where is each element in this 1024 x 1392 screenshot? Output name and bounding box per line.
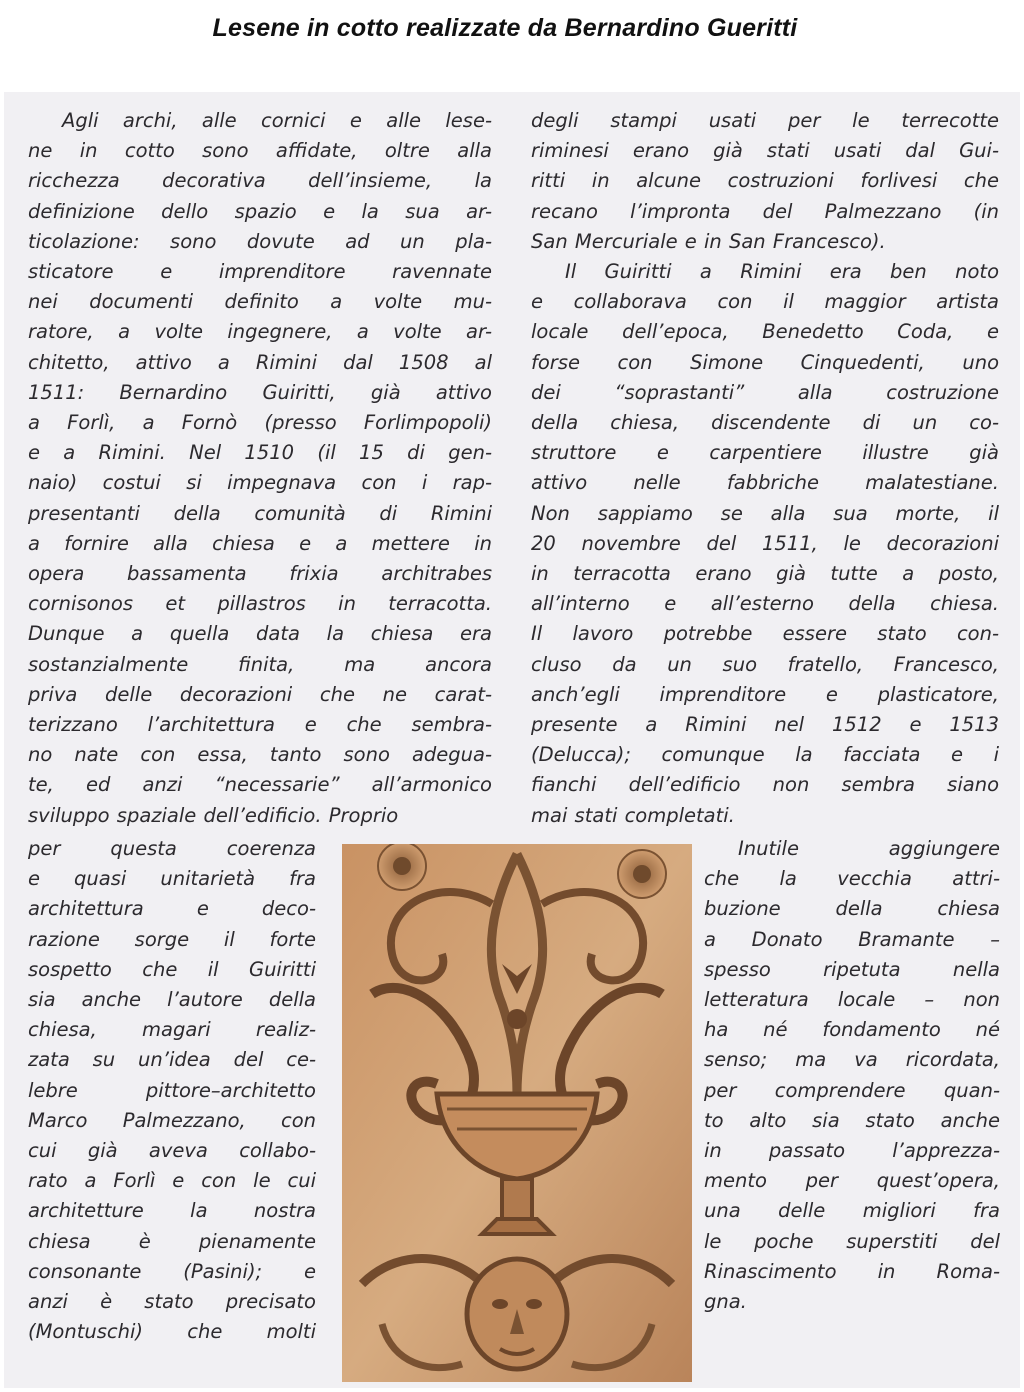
text-line: Rinascimento in Roma- [704,1259,1000,1283]
text-line: chitetto, attivo a Rimini dal 1508 al [28,350,492,374]
text-line: per questa coerenza [28,837,316,860]
text-line: all’interno e all’esterno della chiesa. [531,592,999,616]
text-line: 20 novembre del 1511, le decorazioni [531,531,999,555]
text-line: degli stampi usati per le terrecotte [531,109,999,132]
text-line: letteratura locale – non [704,988,1000,1012]
text-line: sticatore e imprenditore ravennate [28,260,492,284]
text-line: no nate con essa, tanto sono adegua- [28,743,492,767]
text-line: (Montuschi) che molti [28,1320,316,1344]
text-line: consonante (Pasini); e [28,1259,316,1283]
text-line: zata su un’idea del ce- [28,1048,316,1072]
text-line: a Forlì, a Fornò (presso Forlimpopoli) [28,411,492,435]
text-line: e a Rimini. Nel 1510 (il 15 di gen- [28,441,492,465]
column-left-top [28,106,492,831]
text-line: ratore, a volte ingegnere, a volte ar- [28,320,492,344]
text-line: architetture la nostra [28,1199,316,1223]
text-line: to alto sia stato anche [704,1108,1000,1132]
text-line: locale dell’epoca, Benedetto Coda, e [531,320,999,344]
text-line: lebre pittore–architetto [28,1078,316,1102]
text-line: (Delucca); comunque la facciata e i [531,743,999,767]
text-line: ritti in alcune costruzioni forlivesi che [531,169,999,193]
text-line: in terracotta erano già tutte a posto, [531,562,999,586]
text-line: nei documenti definito a volte mu- [28,290,492,314]
text-line: naio) costui si impegnava con i rap- [28,471,492,495]
text-line: priva delle decorazioni che ne carat- [28,682,492,706]
text-line: Marco Palmezzano, con [28,1108,316,1132]
terracotta-pilaster-photo [342,844,692,1382]
text-line: gna. [704,1290,747,1314]
text-line: buzione della chiesa [704,897,1000,921]
text-line: fianchi dell’edificio non sembra siano [531,773,999,797]
page-title: Lesene in cotto realizzate da Bernardino Gueritti [212,14,798,42]
text-line: sospetto che il Guiritti [28,957,316,981]
text-line: 1511: Bernardino Guiritti, già attivo [28,380,492,404]
text-line: e quasi unitarietà fra [28,867,316,891]
text-line: ne in cotto sono affidate, oltre alla [28,139,492,163]
text-line: per comprendere quan- [704,1078,1000,1102]
text-line: senso; ma va ricordata, [704,1048,1000,1072]
text-line: anzi è stato precisato [28,1290,316,1314]
text-line: forse con Simone Cinquedenti, uno [531,350,999,374]
text-line: Agli archi, alle cornici e alle lese- [62,109,492,132]
text-line: in passato l’apprezza- [704,1139,1000,1163]
text-line: Dunque a quella data la chiesa era [28,622,492,646]
text-line: sviluppo spaziale dell’edificio. Proprio [28,803,399,827]
column-right-bottom [704,834,1000,1317]
text-line: mai stati completati. [531,803,735,827]
text-line: a fornire alla chiesa e a mettere in [28,531,492,555]
text-line: te, ed anzi “necessarie” all’armonico [28,773,492,797]
text-line: dei “soprastanti” alla costruzione [531,380,999,404]
text-line: chiesa, magari realiz- [28,1018,316,1042]
text-line: Non sappiamo se alla sua morte, il [531,501,999,525]
text-line: opera bassamenta frixia architrabes [28,562,492,586]
text-line: Inutile aggiungere [738,837,1000,860]
text-line: San Mercuriale e in San Francesco). [531,229,886,253]
pilaster-relief-image [342,844,692,1382]
text-line: presentanti della comunità di Rimini [28,501,492,525]
text-line: le poche superstiti del [704,1229,1000,1253]
text-line: cornisonos et pillastros in terracotta. [28,592,492,616]
text-line: spesso ripetuta nella [704,957,1000,981]
text-line: cui già aveva collabo- [28,1139,316,1163]
text-line: attivo nelle fabbriche malatestiane. [531,471,999,495]
text-line: della chiesa, discendente di un co- [531,411,999,435]
text-line: riminesi erano già stati usati dal Gui- [531,139,999,163]
text-line: Il lavoro potrebbe essere stato con- [531,622,999,646]
text-line: razione sorge il forte [28,927,316,951]
text-line: ricchezza decorativa dell’insieme, la [28,169,492,193]
text-line: terizzano l’architettura e che sembra- [28,713,492,737]
column-right-top [531,106,999,831]
text-line: che la vecchia attri- [704,867,1000,891]
text-line: definizione dello spazio e la sua ar- [28,199,492,223]
text-line: mento per quest’opera, [704,1169,1000,1193]
text-line: architettura e deco- [28,897,316,921]
text-line: cluso da un suo fratello, Francesco, [531,652,999,676]
text-line: ticolazione: sono dovute ad un pla- [28,229,492,253]
text-line: ha né fondamento né [704,1018,1000,1042]
text-line: sostanzialmente finita, ma ancora [28,652,492,676]
text-line: presente a Rimini nel 1512 e 1513 [531,713,999,737]
text-line: Il Guiritti a Rimini era ben noto [565,260,999,284]
text-line: una delle migliori fra [704,1199,1000,1223]
text-line: struttore e carpentiere illustre già [531,441,999,465]
text-line: sia anche l’autore della [28,988,316,1012]
text-line: chiesa è pienamente [28,1229,316,1253]
text-line: anch’egli imprenditore e plasticatore, [531,682,999,706]
scanned-page [4,92,1020,1388]
text-line: rato a Forlì e con le cui [28,1169,316,1193]
text-line: a Donato Bramante – [704,927,1000,951]
column-left-bottom [28,834,316,1347]
text-line: e collaborava con il maggior artista [531,290,999,314]
text-line: recano l’impronta del Palmezzano (in [531,199,999,223]
